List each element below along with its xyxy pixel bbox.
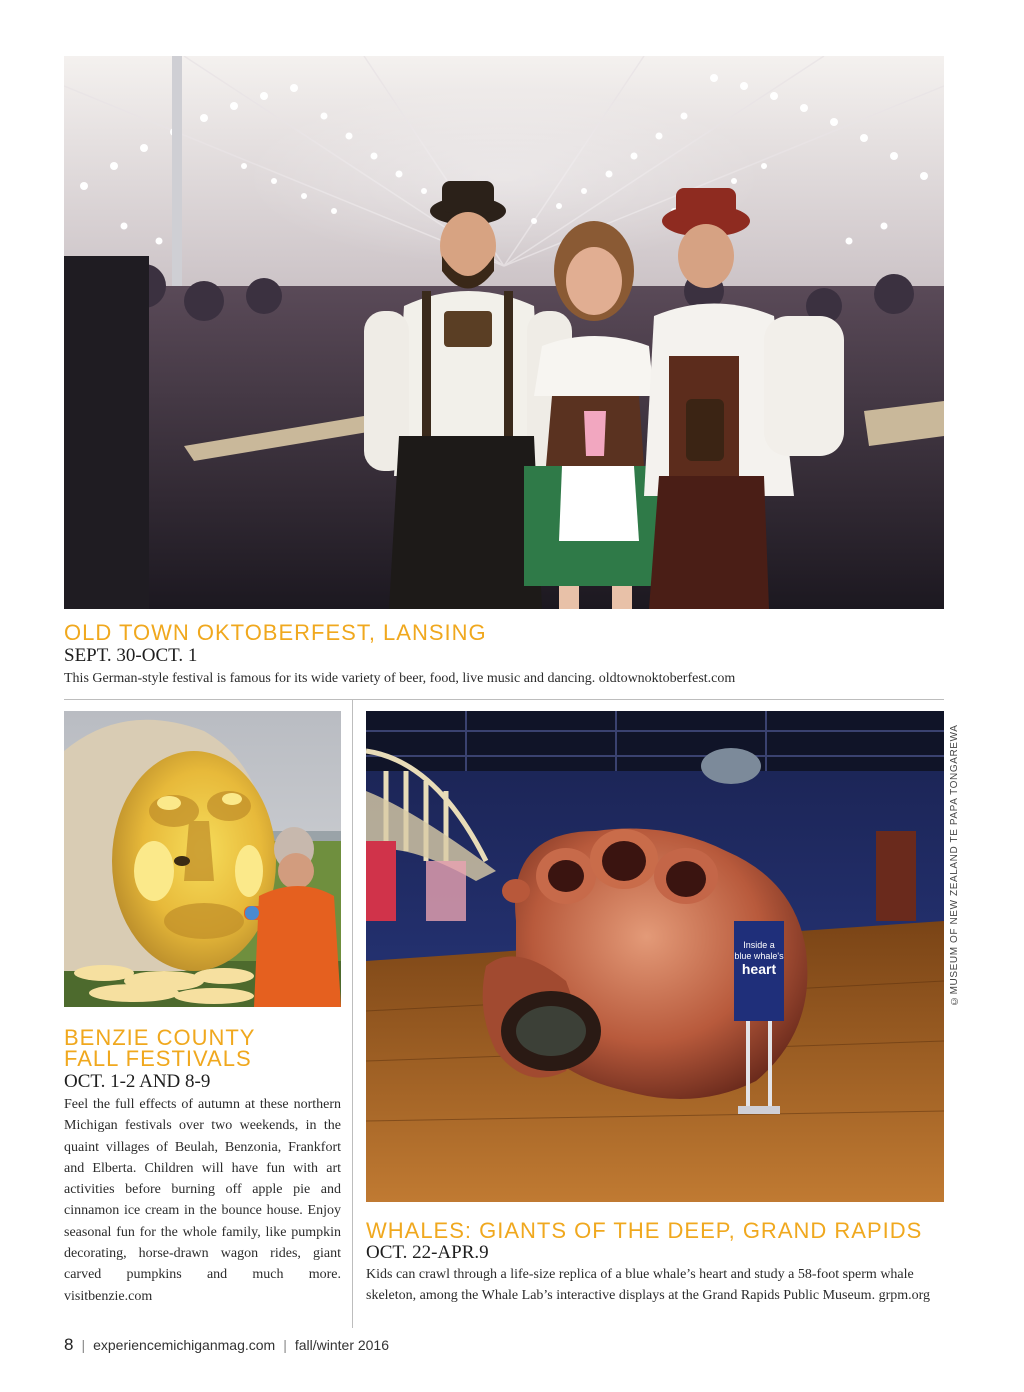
benzie-title-line1: BENZIE COUNTY — [64, 1025, 256, 1050]
benzie-description: Feel the full effects of autumn at these northern Michigan festivals over two weekends, in the quaint villages of Beulah, Benzonia, Frankfort and Elberta. Children will have fun with art activities before burning off apple pie and cinnamon ice cream in the bounce house. Enjoy seasonal fun for the whole family, like pumpkin decorating, horse-drawn wagon rides, giant carved pumpkins and much more. visitbenzie.com — [64, 1097, 341, 1304]
pumpkin-carving-photo — [64, 711, 341, 1007]
benzie-date: OCT. 1-2 AND 8-9 — [64, 1071, 211, 1092]
whales-title: WHALES: GIANTS OF THE DEEP, GRAND RAPIDS — [366, 1218, 923, 1243]
oktoberfest-photo — [64, 56, 944, 609]
whale-heart-photo — [366, 711, 944, 1202]
sign-line3: heart — [741, 961, 777, 977]
footer-website: experiencemichiganmag.com — [93, 1337, 276, 1353]
footer-issue: fall/winter 2016 — [294, 1337, 390, 1353]
page-footer — [64, 1335, 389, 1355]
whales-date: OCT. 22-APR.9 — [366, 1242, 489, 1263]
benzie-title-line2: FALL FESTIVALS — [64, 1046, 252, 1071]
oktoberfest-title: OLD TOWN OKTOBERFEST, LANSING — [64, 620, 487, 645]
oktoberfest-description: This German-style festival is famous for its wide variety of beer, food, live music and dancing. oldtownoktoberfest.com — [64, 671, 736, 686]
column-divider — [352, 700, 353, 1328]
whales-description: Kids can crawl through a life-size replica of a blue whale’s heart and study a 58-foot sperm whale skeleton, among the Whale Lab’s interactive displays at the Grand Rapids Public Museum. grpm.org — [366, 1267, 931, 1304]
footer-separator: | — [81, 1337, 86, 1353]
page-number: 8 — [64, 1335, 74, 1354]
sign-line1: Inside a — [743, 940, 775, 950]
sign-line2: blue whale's — [734, 951, 784, 961]
horizontal-divider — [64, 699, 944, 700]
oktoberfest-date: SEPT. 30-OCT. 1 — [64, 645, 198, 666]
footer-separator: | — [283, 1337, 287, 1353]
photo-credit: ©MUSEUM OF NEW ZEALAND TE PAPA TONGAREWA — [949, 724, 960, 1006]
